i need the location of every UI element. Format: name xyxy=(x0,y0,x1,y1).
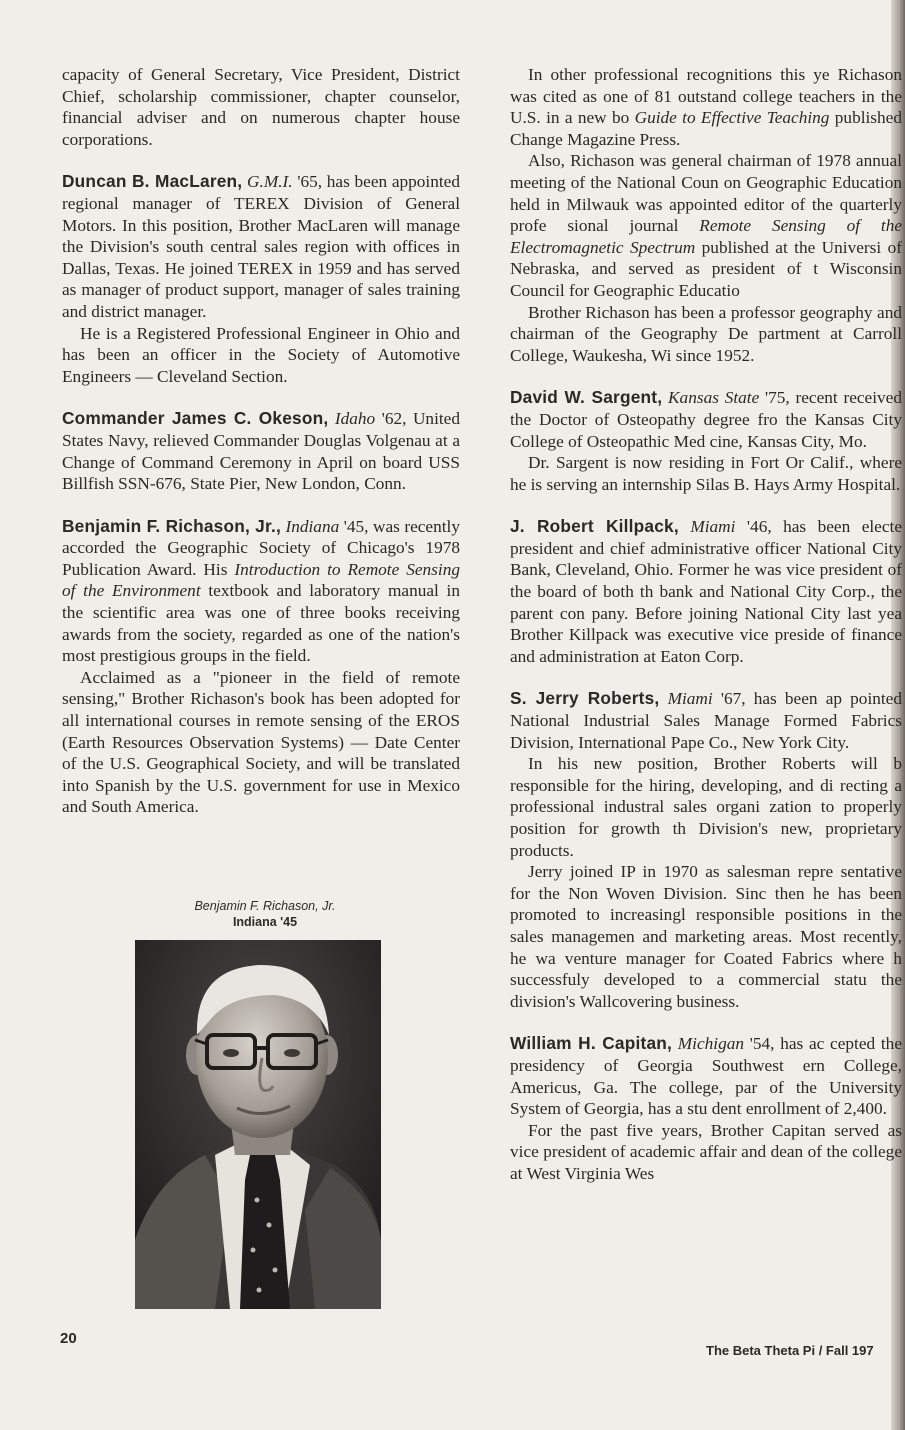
entry-text: '75, recent received the Doctor of Osteopathy degree fro the Kansas City College of Osteopathic Med cine, Kansas City, Mo. xyxy=(510,388,902,451)
richason-continuation-3: Brother Richason has been a professor geography and chairman of the Geography De partment at Carroll College, Waukesha, Wi since 1952. xyxy=(510,302,902,365)
school-name: Idaho xyxy=(334,409,376,429)
book-title: Introduction to Remote Sensing of the Environment xyxy=(62,559,460,601)
left-column xyxy=(62,64,460,818)
continued-text-end: published Change Magazine Press. xyxy=(510,108,902,149)
roberts-entry xyxy=(510,688,902,753)
entry-text: '54, has ac cepted the presidency of Georgia Southwest ern College, Americus, Ga. The college, par of the University System of Georgia, has a stu dent enrollment of 2,400. xyxy=(510,1034,902,1119)
person-name: Duncan B. MacLaren, xyxy=(62,171,243,192)
school-name: Michigan xyxy=(677,1034,745,1054)
richason-continuation-1 xyxy=(510,64,902,150)
richason-paragraph-2: Acclaimed as a "pioneer in the field of remote sensing," Brother Richason's book has been adopted for all international courses in remote sensing of the EROS (Earth Resources Observation Systems) — Date Center of the U.S. Geographical Society, and will be translated into Spanish by the U.S. government for use in Mexico and South America. xyxy=(62,667,460,817)
person-name: David W. Sargent, xyxy=(510,387,663,408)
person-name: S. Jerry Roberts, xyxy=(510,688,660,709)
photo-caption xyxy=(125,898,405,930)
caption-name: Benjamin F. Richason, Jr. xyxy=(194,899,336,913)
entry-text: '65, has been appointed regional manager of TEREX Division of General Motors. In this position, Brother MacLaren will manage the Division's south central sales region with offices in Dallas, Texas. He joined TEREX in 1959 and has served as manager of product support, manager of sales training and district manager. xyxy=(62,172,460,321)
capitan-paragraph-2: For the past five years, Brother Capitan served as vice president of academic affair and dean of the college at West Virginia Wes xyxy=(510,1120,902,1183)
okeson-entry xyxy=(62,408,460,494)
caption-school: Indiana '45 xyxy=(232,915,298,929)
entry-text: '62, United States Navy, relieved Commander Douglas Volgenau at a Change of Command Ceremony in April on board USS Billfish SSN-676, State Pier, New London, Conn. xyxy=(62,409,460,494)
person-name: Benjamin F. Richason, Jr., xyxy=(62,515,281,536)
right-column xyxy=(510,64,902,1185)
maclaren-paragraph-2: He is a Registered Professional Engineer in Ohio and has been an officer in the Society of Automotive Engineers — Cleveland Section. xyxy=(62,323,460,386)
person-name: Commander James C. Okeson, xyxy=(62,408,329,429)
journal-title: Remote Sensing of the Electromagnetic Spectrum xyxy=(510,216,902,257)
maclaren-entry xyxy=(62,171,460,322)
roberts-paragraph-2: In his new position, Brother Roberts will b responsible for the hiring, developing, and di recting a professional industral sales organi zation to properly position for growth th Division's new, proprietary products. xyxy=(510,754,902,860)
school-name: Kansas State xyxy=(668,388,760,408)
richason-continuation-2 xyxy=(510,150,902,301)
school-name: Indiana xyxy=(285,516,340,536)
sargent-paragraph-2: Dr. Sargent is now residing in Fort Or Calif., where he is serving an internship Silas B. Hays Army Hospital. xyxy=(510,453,902,494)
person-name: William H. Capitan, xyxy=(510,1033,673,1054)
sargent-entry xyxy=(510,387,902,452)
running-footer: The Beta Theta Pi / Fall 197 xyxy=(706,1343,874,1358)
continued-text: In other professional recognitions this ye Richason was cited as one of 81 outstand college teachers in the U.S. in a new bo xyxy=(510,65,902,128)
roberts-paragraph-3: Jerry joined IP in 1970 as salesman repre sentative for the Non Woven Division. Sinc then he has been promoted to increasingl responsible positions in the sales managemen and marketing areas. Most recently, he wa venture manager for Coated Fabrics where h successfuly developed to a commercial statu the division's Wallcovering business. xyxy=(510,862,902,1011)
guide-title: Guide to Effective Teaching xyxy=(634,108,830,128)
killpack-entry xyxy=(510,516,902,667)
entry-text: '46, has been electe president and chief administrative officer National City Bank, Cleveland, Ohio. Former he was vice president of the board of both th bank and National City Corp., the parent con pany. Before joining National City last yea Brother Killpack was executive vice preside of finance and administration at Eaton Corp. xyxy=(510,517,902,666)
school-name: Miami xyxy=(667,689,713,709)
school-name: G.M.I. xyxy=(247,172,293,192)
continued-text-end: published at the Universi of Nebraska, and served as president of t Wisconsin Council for Geographic Educatio xyxy=(510,237,902,300)
intro-paragraph: capacity of General Secretary, Vice President, District Chief, scholarship commissioner, chapter counselor, financial adviser and on numerous chapter house corporations. xyxy=(62,65,460,149)
continued-text: Also, Richason was general chairman of 1978 annual meeting of the National Coun on Geographic Education held in Milwauk was appointed editor of the quarterly profe sional journal xyxy=(510,151,902,236)
portrait-photo xyxy=(135,940,381,1309)
entry-text: '67, has been ap pointed National Industrial Sales Manage Formed Fabrics Division, International Pape Co., New York City. xyxy=(510,689,902,752)
entry-text: '45, was recently accorded the Geographic Society of Chicago's 1978 Publication Award. His xyxy=(62,516,460,579)
capitan-entry xyxy=(510,1033,902,1119)
person-name: J. Robert Killpack, xyxy=(510,516,679,537)
entry-text-end: textbook and laboratory manual in the scientific area was one of three books receiving awards from the society, regarded as one of the nation's most prestigious groups in the field. xyxy=(62,581,460,666)
portrait-image xyxy=(135,940,381,1309)
school-name: Miami xyxy=(690,517,736,537)
richason-entry xyxy=(62,516,460,667)
page-number: 20 xyxy=(60,1330,77,1347)
